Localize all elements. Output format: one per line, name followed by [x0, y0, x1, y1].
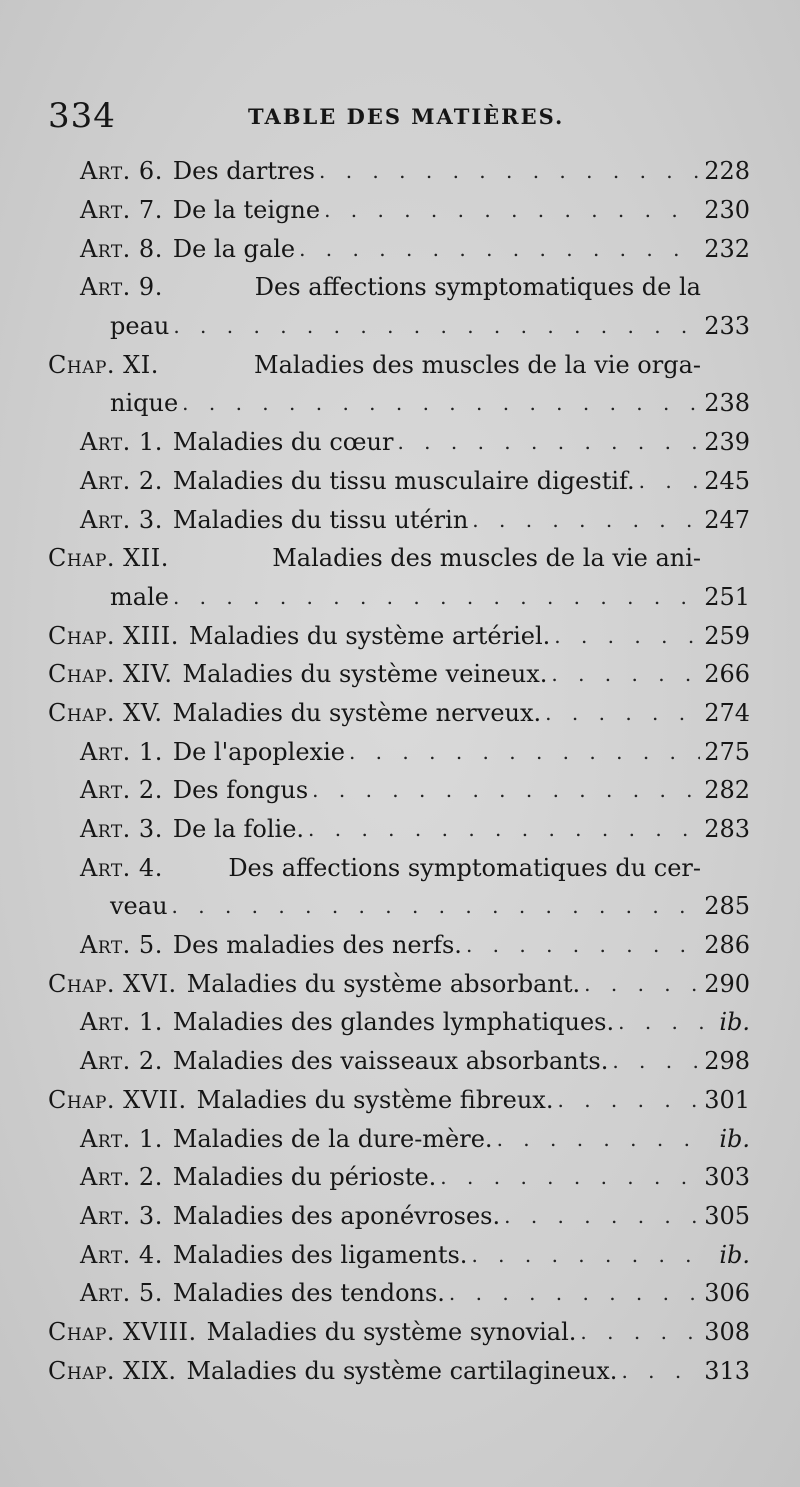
entry-page-number: 298 [704, 1047, 750, 1076]
toc-entry [0, 655, 800, 694]
entry-page-number: 283 [704, 815, 750, 844]
entry-page-number: 286 [704, 931, 750, 960]
entry-title: Des affections symptomatiques du cer- [228, 853, 701, 882]
table-of-contents [0, 152, 800, 1390]
entry-label: Art. 4. [80, 1240, 163, 1269]
entry-page-number: 308 [704, 1317, 750, 1346]
entry-page-number: 238 [704, 389, 750, 418]
entry-label: Art. 3. [80, 505, 163, 534]
toc-entry-line [80, 1003, 750, 1042]
dot-leader [554, 624, 700, 648]
entry-title: Maladies du système synovial. [206, 1317, 577, 1346]
entry-label: Art. 1. [80, 1008, 163, 1037]
entry-page-number: 239 [704, 428, 750, 457]
dot-leader [319, 159, 700, 183]
toc-entry [0, 810, 800, 849]
toc-entry-line [48, 694, 750, 733]
entry-label: Chap. XIII. [48, 621, 179, 650]
entry-page-number: 230 [704, 196, 750, 225]
entry-label: Art. 9. [80, 273, 163, 302]
toc-entry [0, 539, 800, 578]
entry-title: Maladies du système fibreux. [196, 1085, 554, 1114]
toc-entry-line [110, 384, 750, 423]
entry-title: De la folie. [172, 815, 305, 844]
toc-entry-line [48, 655, 750, 694]
entry-label: Art. 7. [80, 196, 163, 225]
entry-page-number: 233 [704, 312, 750, 341]
entry-label: Chap. XVIII. [48, 1317, 197, 1346]
entry-label: Art. 5. [80, 1279, 163, 1308]
entry-page-number: ib. [719, 1124, 750, 1153]
toc-entry-continuation [0, 307, 800, 346]
toc-entry-line [80, 1235, 750, 1274]
toc-entry [0, 345, 800, 384]
dot-leader [621, 1359, 700, 1383]
toc-entry-line [80, 926, 750, 965]
entry-title: Maladies du tissu musculaire digestif. [172, 466, 635, 495]
entry-page-number: 306 [704, 1279, 750, 1308]
dot-leader [440, 1165, 700, 1189]
dot-leader [612, 1049, 700, 1073]
dot-leader [472, 508, 700, 532]
entry-page-number: ib. [719, 1008, 750, 1037]
toc-entry-line [80, 732, 750, 771]
toc-entry-line [48, 964, 750, 1003]
dot-leader [545, 701, 700, 725]
toc-entry-line [80, 771, 750, 810]
toc-entry [0, 771, 800, 810]
toc-entry [0, 500, 800, 539]
entry-label: Art. 2. [80, 1163, 163, 1192]
entry-page-number: 305 [704, 1201, 750, 1230]
dot-leader [466, 933, 700, 957]
entry-title: De la teigne [172, 196, 321, 225]
entry-label: Art. 6. [80, 157, 163, 186]
entry-title: De la gale [172, 234, 296, 263]
toc-entry-continuation [0, 887, 800, 926]
entry-label: Chap. XVI. [48, 969, 177, 998]
toc-entry-line [48, 1081, 750, 1120]
toc-entry-line [48, 345, 705, 384]
toc-entry [0, 1119, 800, 1158]
entry-page-number: 232 [704, 234, 750, 263]
dot-leader [471, 1243, 706, 1267]
entry-label: Chap. XII. [48, 544, 169, 573]
entry-label: Chap. XIX. [48, 1356, 177, 1385]
running-title: TABLE DES MATIÈRES. [248, 104, 565, 129]
toc-entry-line [80, 500, 750, 539]
toc-entry-line [80, 1197, 750, 1236]
toc-entry [0, 1351, 800, 1390]
dot-leader [557, 1088, 700, 1112]
entry-label: Art. 8. [80, 234, 163, 263]
toc-entry-line [80, 229, 750, 268]
toc-entry [0, 1158, 800, 1197]
entry-title: Maladies des vaisseaux absorbants. [172, 1047, 609, 1076]
entry-title: De l'apoplexie [172, 737, 345, 766]
entry-label: Art. 3. [80, 1201, 163, 1230]
entry-label: Art. 5. [80, 931, 163, 960]
entry-title: Maladies du système nerveux. [172, 698, 542, 727]
dot-leader [299, 237, 700, 261]
dot-leader [324, 198, 700, 222]
dot-leader [580, 1320, 700, 1344]
entry-page-number: 259 [704, 621, 750, 650]
entry-label: Chap. XI. [48, 350, 159, 379]
entry-title: Des affections symptomatiques de la [254, 273, 701, 302]
toc-entry [0, 152, 800, 191]
entry-title: Des maladies des nerfs. [172, 931, 462, 960]
entry-title: Maladies du système cartilagineux. [186, 1356, 618, 1385]
dot-leader [449, 1281, 700, 1305]
toc-entry [0, 1081, 800, 1120]
entry-title: Maladies de la dure-mère. [172, 1124, 493, 1153]
entry-label: Chap. XV. [48, 698, 163, 727]
entry-label: Art. 1. [80, 428, 163, 457]
entry-label: Art. 1. [80, 737, 163, 766]
entry-title: Maladies des muscles de la vie ani- [272, 544, 701, 573]
entry-label: Art. 1. [80, 1124, 163, 1153]
entry-title-continuation: veau [110, 892, 168, 921]
entry-page-number: 245 [704, 466, 750, 495]
toc-entry-line [80, 1158, 750, 1197]
page-number: 334 [48, 96, 116, 136]
toc-entry [0, 423, 800, 462]
entry-title: Des fongus [172, 776, 309, 805]
dot-leader [618, 1010, 706, 1034]
toc-entry [0, 926, 800, 965]
dot-leader [182, 391, 700, 415]
toc-entry-line [80, 810, 750, 849]
entry-title: Maladies des aponévroses. [172, 1201, 501, 1230]
entry-title: Maladies des tendons. [172, 1279, 445, 1308]
toc-entry [0, 732, 800, 771]
toc-entry-line [80, 423, 750, 462]
toc-entry [0, 694, 800, 733]
toc-entry-line [80, 1274, 750, 1313]
entry-label: Chap. XIV. [48, 660, 173, 689]
entry-title: Maladies des glandes lymphatiques. [172, 1008, 615, 1037]
toc-entry-line [80, 1119, 750, 1158]
entry-page-number: 275 [704, 737, 750, 766]
entry-title: Maladies du système veineux. [182, 660, 548, 689]
entry-title-continuation: peau [110, 312, 170, 341]
dot-leader [639, 469, 701, 493]
toc-entry-line [110, 307, 750, 346]
toc-entry [0, 616, 800, 655]
toc-entry [0, 964, 800, 1003]
entry-title: Maladies du système absorbant. [186, 969, 581, 998]
entry-page-number: ib. [719, 1240, 750, 1269]
dot-leader [173, 314, 700, 338]
toc-entry-line [80, 1042, 750, 1081]
entry-page-number: 282 [704, 776, 750, 805]
toc-entry-line [80, 268, 705, 307]
toc-entry [0, 462, 800, 501]
entry-page-number: 247 [704, 505, 750, 534]
dot-leader [551, 662, 700, 686]
entry-page-number: 251 [704, 582, 750, 611]
entry-title: Maladies du cœur [172, 428, 394, 457]
toc-entry [0, 1274, 800, 1313]
entry-title: Des dartres [172, 157, 315, 186]
dot-leader [308, 817, 700, 841]
toc-entry-line [48, 539, 705, 578]
entry-title: Maladies des muscles de la vie orga- [254, 350, 701, 379]
entry-title-continuation: male [110, 582, 169, 611]
entry-label: Art. 3. [80, 815, 163, 844]
entry-title: Maladies du périoste. [172, 1163, 437, 1192]
entry-page-number: 228 [704, 157, 750, 186]
toc-entry [0, 191, 800, 230]
dot-leader [349, 740, 700, 764]
dot-leader [504, 1204, 700, 1228]
entry-page-number: 274 [704, 698, 750, 727]
toc-entry [0, 1197, 800, 1236]
entry-page-number: 301 [704, 1085, 750, 1114]
dot-leader [173, 585, 700, 609]
entry-label: Chap. XVII. [48, 1085, 187, 1114]
dot-leader [312, 778, 700, 802]
toc-entry-continuation [0, 578, 800, 617]
toc-entry-line [80, 462, 750, 501]
dot-leader [397, 430, 700, 454]
entry-title: Maladies des ligaments. [172, 1240, 468, 1269]
toc-entry-line [110, 578, 750, 617]
entry-page-number: 303 [704, 1163, 750, 1192]
toc-entry [0, 1235, 800, 1274]
toc-entry-line [80, 152, 750, 191]
dot-leader [172, 894, 701, 918]
toc-entry [0, 1313, 800, 1352]
toc-entry [0, 848, 800, 887]
entry-page-number: 313 [704, 1356, 750, 1385]
entry-label: Art. 2. [80, 1047, 163, 1076]
entry-label: Art. 2. [80, 776, 163, 805]
toc-entry [0, 1042, 800, 1081]
page-header [48, 96, 740, 146]
entry-title: Maladies du système artériel. [188, 621, 551, 650]
toc-entry-line [48, 1351, 750, 1390]
toc-entry-line [110, 887, 750, 926]
entry-page-number: 290 [704, 969, 750, 998]
entry-title-continuation: nique [110, 389, 179, 418]
toc-entry-line [48, 1313, 750, 1352]
entry-label: Art. 4. [80, 853, 163, 882]
toc-entry [0, 229, 800, 268]
entry-label: Art. 2. [80, 466, 163, 495]
toc-entry-line [80, 191, 750, 230]
toc-entry-line [48, 616, 750, 655]
entry-page-number: 266 [704, 660, 750, 689]
toc-entry [0, 1003, 800, 1042]
toc-entry-continuation [0, 384, 800, 423]
toc-entry [0, 268, 800, 307]
entry-title: Maladies du tissu utérin [172, 505, 469, 534]
entry-page-number: 285 [704, 892, 750, 921]
toc-entry-line [80, 848, 705, 887]
dot-leader [497, 1127, 706, 1151]
dot-leader [584, 972, 700, 996]
